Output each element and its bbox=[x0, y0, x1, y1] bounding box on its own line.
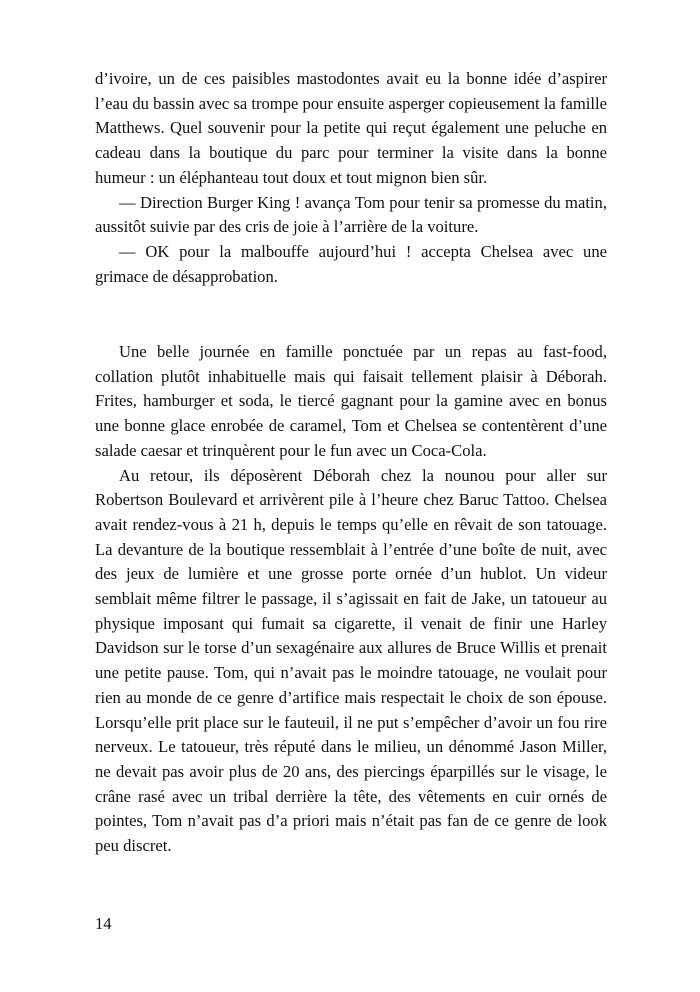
paragraph-dialogue-chelsea: — OK pour la malbouffe aujourd’hui ! accepta Chelsea avec une grimace de désapprobation. bbox=[95, 241, 607, 286]
text-section-1 bbox=[95, 67, 607, 289]
text-section-2 bbox=[95, 340, 607, 859]
page-number: 14 bbox=[95, 914, 112, 933]
paragraph-dialogue-tom: — Direction Burger King ! avança Tom pour tenir sa promesse du matin, aussitôt suivie par des cris de joie à l’arrière de la voiture. bbox=[95, 192, 607, 237]
paragraph-tattoo-shop: Au retour, ils déposèrent Déborah chez la nounou pour aller sur Robertson Boulevard et arrivèrent pile à l’heure chez Baruc Tattoo. Chelsea avait rendez-vous à 21 h, depuis le temps qu’elle en rêvait de son tatouage. La devanture de la boutique ressemblait à l’entrée d’une boîte de nuit, avec des jeux de lumière et une grosse porte ornée d’un hublot. Un videur semblait même filtrer le passage, il s’agissait en fait de Jake, un tatoueur au physique imposant qui fumait sa cigarette, il venait de finir une Harley Davidson sur le torse d’un sexagénaire aux allures de Bruce Willis et prenait une petite pause. Tom, qui n’avait pas le moindre tatouage, ne voulait pour rien au monde de ce genre d’artifice mais respectait le choix de son épouse. Lorsqu’elle prit place sur le fauteuil, il ne put s’empêcher d’avoir un fou rire nerveux. Le tatoueur, très réputé dans le milieu, un dénommé Jason Miller, ne devait pas avoir plus de 20 ans, des piercings éparpillés sur le visage, le crâne rasé avec un tribal derrière la tête, des vêtements en cuir ornés de pointes, Tom n’avait pas d’a priori mais n’était pas fan de ce genre de look peu discret. bbox=[95, 465, 607, 856]
paragraph-family-day: Une belle journée en famille ponctuée par un repas au fast-food, collation plutôt inhabituelle mais qui faisait tellement plaisir à Déborah. Frites, hamburger et soda, le tiercé gagnant pour la gamine avec en bonus une bonne glace enrobée de caramel, Tom et Chelsea se contentèrent d’une salade caesar et trinquèrent pour le fun avec un Coca-Cola. bbox=[95, 342, 607, 460]
paragraph-continuation: d’ivoire, un de ces paisibles mastodontes avait eu la bonne idée d’aspirer l’eau du bassin avec sa trompe pour ensuite asperger copieusement la famille Matthews. Quel souvenir pour la petite qui reçut également une peluche en cadeau dans la boutique du parc pour terminer la visite dans la bonne humeur : un éléphanteau tout doux et tout mignon bien sûr. bbox=[95, 69, 607, 187]
